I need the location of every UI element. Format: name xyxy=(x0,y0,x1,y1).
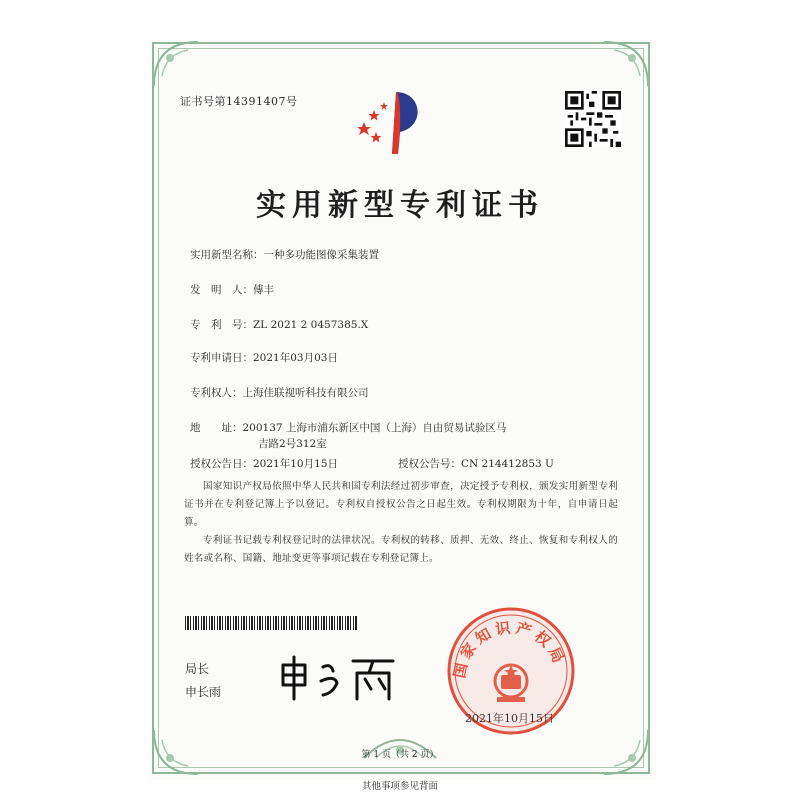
seal-date: 2021年10月15日 xyxy=(465,712,554,725)
patent-number-label: 专 利 号： xyxy=(190,319,253,331)
signatory-name: 申长雨 xyxy=(185,685,222,699)
signatory-role: 局长 xyxy=(185,662,210,676)
patent-number-value: ZL 2021 2 0457385.X xyxy=(253,319,369,331)
address-line-1: 200137 上海市浦东新区中国（上海）自由贸易试验区马 xyxy=(242,422,507,434)
application-date-value: 2021年03月03日 xyxy=(253,352,338,364)
grant-number-value: CN 214412853 U xyxy=(461,458,554,470)
certificate-number: 证书号第14391407号 xyxy=(180,95,298,108)
body-paragraph-1: 国家知识产权局依照中华人民共和国专利法经过初步审查，决定授予专利权，颁发实用新型专利证书并在专利登记簿上予以登记。专利权自授权公告之日起生效。专利权期限为十年，自申请日起算。 xyxy=(184,481,618,528)
corner-ornament-top-right xyxy=(594,36,654,96)
corner-ornament-top-left xyxy=(148,36,208,96)
field-model-name xyxy=(190,247,379,262)
body-paragraph-2: 专利证书记载专利权登记时的法律状况。专利权的转移、质押、无效、终止、恢复和专利权人的姓名或名称、国籍、地址变更等事项记载在专利登记簿上。 xyxy=(184,535,618,564)
patent-office-logo xyxy=(352,82,432,162)
grant-date-label: 授权公告日： xyxy=(190,458,253,470)
field-grant-date xyxy=(190,456,338,471)
handwritten-signature xyxy=(275,651,405,706)
field-inventor xyxy=(190,282,274,297)
field-grant-number xyxy=(398,456,554,471)
field-application-date xyxy=(190,350,338,365)
footer-note: 其他事项参见背面 xyxy=(361,781,438,792)
field-patent-holder xyxy=(190,385,369,400)
model-name-value: 一种多功能图像采集装置 xyxy=(263,249,379,261)
patent-holder-label: 专利权人： xyxy=(190,387,243,399)
qr-code xyxy=(565,91,621,147)
address-line-2: 吉路2号312室 xyxy=(258,438,327,450)
page-number: 第 1 页（共 2 页） xyxy=(361,750,439,760)
field-address xyxy=(190,420,506,435)
seal-text: 国家知识产权局 xyxy=(450,618,570,680)
application-date-label: 专利申请日： xyxy=(190,352,253,364)
inventor-value: 傅丰 xyxy=(253,284,274,296)
address-label: 地 址： xyxy=(190,422,243,434)
grant-number-label: 授权公告号： xyxy=(398,458,461,470)
grant-date-value: 2021年10月15日 xyxy=(253,458,338,470)
field-patent-number xyxy=(190,317,368,332)
inventor-label: 发 明 人： xyxy=(190,284,253,296)
model-name-label: 实用新型名称： xyxy=(190,249,264,261)
barcode xyxy=(185,616,357,630)
patent-holder-value: 上海佳联视听科技有限公司 xyxy=(242,387,369,399)
certificate-title: 实用新型专利证书 xyxy=(256,188,544,223)
